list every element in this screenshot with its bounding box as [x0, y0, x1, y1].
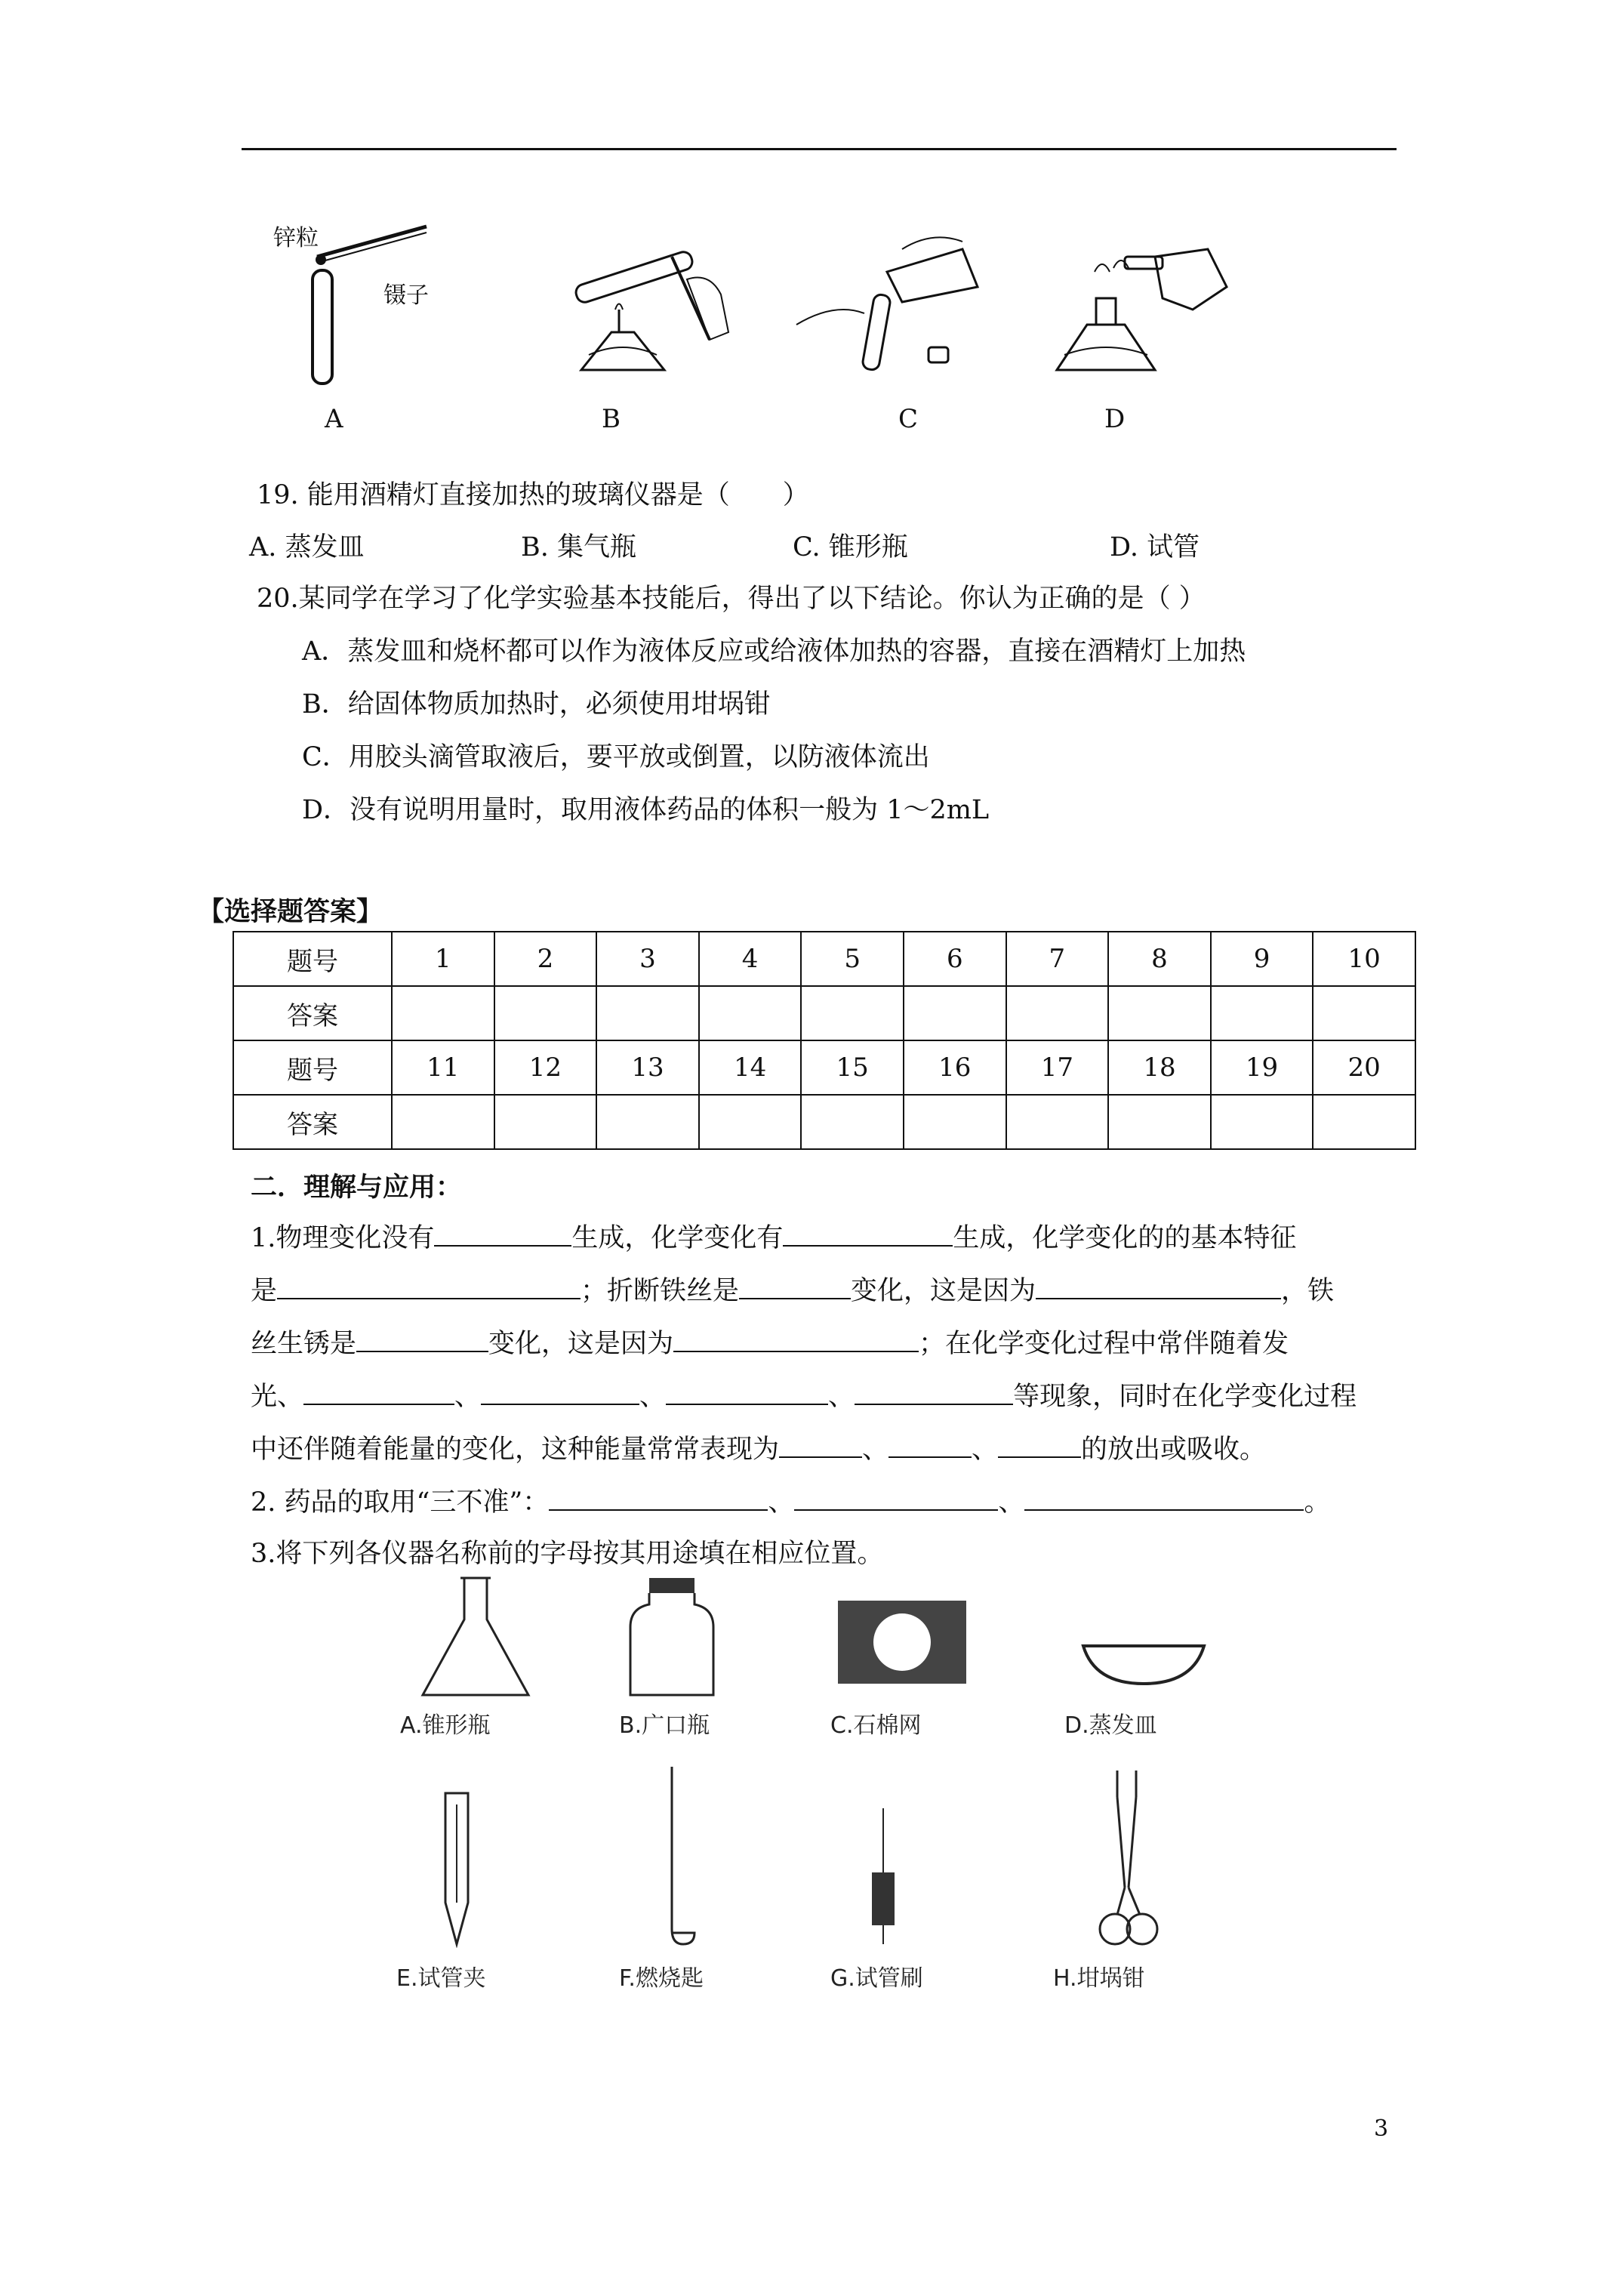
text: 1.物理变化没有: [251, 1223, 435, 1253]
answer-cell[interactable]: [1211, 1095, 1313, 1149]
combustion-spoon-icon: [657, 1763, 702, 1952]
fill-blank[interactable]: [998, 1434, 1081, 1458]
table-row-head: 题号: [233, 1040, 392, 1095]
q20-stem: 20.某同学在学习了化学实验基本技能后，得出了以下结论。你认为正确的是（ ）: [257, 584, 1206, 614]
answer-cell[interactable]: [904, 1095, 1006, 1149]
fill-blank[interactable]: [549, 1487, 768, 1511]
fill-blank[interactable]: [303, 1381, 454, 1405]
part2-q1-line3: [251, 1323, 1289, 1361]
fill-blank[interactable]: [783, 1222, 953, 1247]
text: 生成，化学变化的的基本特征: [953, 1223, 1297, 1253]
fill-blank[interactable]: [1024, 1487, 1304, 1511]
text: 、: [828, 1382, 855, 1412]
text: 、: [768, 1487, 795, 1518]
evaporating-dish-icon: [1079, 1638, 1208, 1691]
part2-q1-line5: [251, 1428, 1266, 1466]
table-row: [233, 986, 1415, 1040]
answer-cell[interactable]: [494, 1095, 597, 1149]
asbestos-gauze-icon: [834, 1597, 970, 1687]
text: 变化，这是因为: [488, 1329, 674, 1359]
text: 、: [862, 1435, 889, 1465]
answer-section-title: 【选择题答案】: [198, 896, 383, 927]
q19-option-c: C. 锥形瓶: [793, 532, 908, 562]
q19-option-b: B. 集气瓶: [521, 532, 636, 562]
instrument-label-e: E.试管夹: [396, 1965, 486, 1992]
fill-blank[interactable]: [481, 1381, 639, 1405]
text: 、: [972, 1435, 999, 1465]
text: 中还伴随着能量的变化，这种能量常常表现为: [251, 1435, 780, 1465]
answer-cell[interactable]: [1313, 1095, 1415, 1149]
fill-blank[interactable]: [277, 1275, 581, 1299]
text: 丝生锈是: [251, 1329, 357, 1359]
text: 。: [1304, 1487, 1331, 1518]
table-cell: 15: [801, 1040, 904, 1095]
figure-label-b: B: [602, 404, 621, 434]
table-row-head: 答案: [233, 1095, 392, 1149]
table-cell: 3: [596, 932, 699, 986]
fill-blank[interactable]: [855, 1381, 1013, 1405]
text: 等现象，同时在化学变化过程: [1013, 1382, 1357, 1412]
answer-cell[interactable]: [1108, 986, 1211, 1040]
answer-table: [233, 931, 1416, 1150]
table-cell: 16: [904, 1040, 1006, 1095]
table-cell: 2: [494, 932, 597, 986]
part2-q1-line1: [251, 1217, 1296, 1255]
table-cell: 6: [904, 932, 1006, 986]
test-tube-holder-icon: [434, 1789, 479, 1948]
table-cell: 14: [699, 1040, 802, 1095]
table-cell: 8: [1108, 932, 1211, 986]
text: 的放出或吸收。: [1081, 1435, 1267, 1465]
part2-q3-stem: 3.将下列各仪器名称前的字母按其用途填在相应位置。: [251, 1539, 884, 1569]
answer-cell[interactable]: [392, 1095, 494, 1149]
answer-cell[interactable]: [392, 986, 494, 1040]
figure-a-tweezers-label: 镊子: [383, 282, 429, 309]
text: 是: [251, 1276, 278, 1306]
instrument-label-h: H.坩埚钳: [1053, 1965, 1145, 1992]
q20-option-a: A．蒸发皿和烧杯都可以作为液体反应或给液体加热的容器，直接在酒精灯上加热: [302, 636, 1246, 667]
fill-blank[interactable]: [739, 1275, 851, 1299]
table-cell: 11: [392, 1040, 494, 1095]
table-cell: 20: [1313, 1040, 1415, 1095]
answer-cell[interactable]: [904, 986, 1006, 1040]
answer-cell[interactable]: [596, 986, 699, 1040]
table-row-head: 答案: [233, 986, 392, 1040]
table-row-head: 题号: [233, 932, 392, 986]
text: 、: [998, 1487, 1025, 1518]
q20-option-b: B．给固体物质加热时，必须使用坩埚钳: [302, 689, 771, 720]
figure-label-d: D: [1104, 404, 1126, 434]
answer-cell[interactable]: [1006, 1095, 1109, 1149]
figure-d-lighting-lamp: [1042, 227, 1238, 378]
figure-c-pouring-liquid: [789, 219, 1000, 378]
table-cell: 7: [1006, 932, 1109, 986]
text: 生成，化学变化有: [571, 1223, 784, 1253]
table-cell: 18: [1108, 1040, 1211, 1095]
text: ；折断铁丝是: [581, 1276, 740, 1306]
answer-cell[interactable]: [1006, 986, 1109, 1040]
part2-q1-line2: [251, 1270, 1334, 1308]
fill-blank[interactable]: [434, 1222, 571, 1247]
table-cell: 13: [596, 1040, 699, 1095]
answer-cell[interactable]: [1211, 986, 1313, 1040]
text: ；在化学变化过程中常伴随着发: [919, 1329, 1289, 1359]
text: 、: [639, 1382, 667, 1412]
table-cell: 9: [1211, 932, 1313, 986]
instrument-label-a: A.锥形瓶: [400, 1712, 491, 1739]
instrument-label-d: D.蒸发皿: [1064, 1712, 1157, 1739]
fill-blank[interactable]: [356, 1328, 488, 1352]
wide-mouth-bottle-icon: [627, 1574, 717, 1703]
text: 光、: [251, 1382, 304, 1412]
table-cell: 12: [494, 1040, 597, 1095]
fill-blank[interactable]: [779, 1434, 862, 1458]
answer-cell[interactable]: [1108, 1095, 1211, 1149]
figure-label-a: A: [325, 404, 343, 434]
answer-cell[interactable]: [1313, 986, 1415, 1040]
crucible-tongs-icon: [1095, 1767, 1163, 1955]
test-tube-brush-icon: [864, 1804, 902, 1948]
table-cell: 17: [1006, 1040, 1109, 1095]
table-row: [233, 1095, 1415, 1149]
instrument-label-g: G.试管刷: [830, 1965, 923, 1992]
answer-cell[interactable]: [699, 1095, 802, 1149]
header-rule: [242, 148, 1397, 150]
table-cell: 1: [392, 932, 494, 986]
fill-blank[interactable]: [888, 1434, 972, 1458]
part2-q1-line4: [251, 1376, 1357, 1413]
answer-cell[interactable]: [801, 986, 904, 1040]
figure-b-heating-tube: [559, 227, 755, 378]
q19-stem: 19. 能用酒精灯直接加热的玻璃仪器是（ ）: [257, 480, 809, 510]
instrument-label-c: C.石棉网: [830, 1712, 922, 1739]
fill-blank[interactable]: [794, 1487, 998, 1511]
erlenmeyer-flask-icon: [411, 1574, 540, 1703]
part2-q2: [251, 1481, 1330, 1519]
fill-blank[interactable]: [1036, 1275, 1281, 1299]
q20-option-d: D．没有说明用量时，取用液体药品的体积一般为 1～2mL: [302, 795, 990, 825]
text: 、: [454, 1382, 482, 1412]
table-cell: 4: [699, 932, 802, 986]
table-row: [233, 1040, 1415, 1095]
figure-a-zinc-label: 锌粒: [273, 225, 319, 251]
text: 变化，这是因为: [851, 1276, 1036, 1306]
table-cell: 19: [1211, 1040, 1313, 1095]
part2-title: 二．理解与应用：: [251, 1172, 463, 1203]
text: 2. 药品的取用“三不准”：: [251, 1487, 550, 1518]
answer-cell[interactable]: [699, 986, 802, 1040]
fill-blank[interactable]: [666, 1381, 828, 1405]
q20-option-c: C．用胶头滴管取液后，要平放或倒置，以防液体流出: [302, 742, 930, 772]
fill-blank[interactable]: [673, 1328, 919, 1352]
table-cell: 10: [1313, 932, 1415, 986]
q19-option-a: A. 蒸发皿: [249, 532, 365, 562]
answer-cell[interactable]: [801, 1095, 904, 1149]
answer-cell[interactable]: [494, 986, 597, 1040]
instrument-label-b: B.广口瓶: [619, 1712, 710, 1739]
table-row: [233, 932, 1415, 986]
answer-cell[interactable]: [596, 1095, 699, 1149]
table-cell: 5: [801, 932, 904, 986]
text: ，铁: [1281, 1276, 1335, 1306]
instrument-label-f: F.燃烧匙: [619, 1965, 704, 1992]
figure-label-c: C: [898, 404, 919, 434]
q19-option-d: D. 试管: [1110, 532, 1200, 562]
page-number: 3: [1374, 2116, 1389, 2142]
